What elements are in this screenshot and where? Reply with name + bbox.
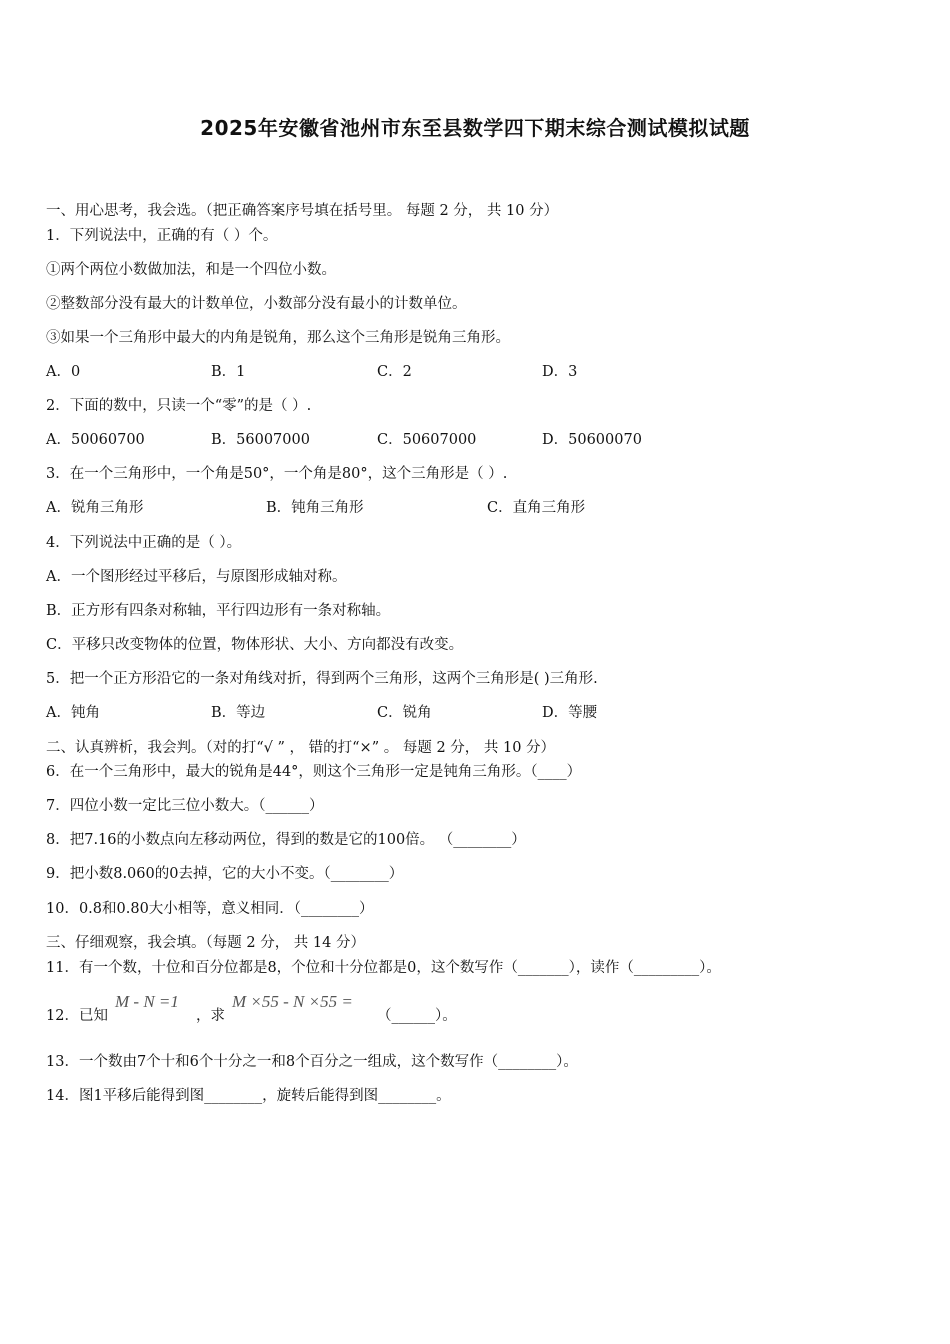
question-4-stem: 4．下列说法中正确的是（ ）。 bbox=[46, 535, 242, 551]
question-10: 10．0.8和0.80大小相等，意义相同．（________） bbox=[46, 901, 374, 917]
option-a: A．0 bbox=[46, 364, 81, 380]
option-a: A．50060700 bbox=[46, 432, 145, 448]
page-title: 2025年安徽省池州市东至县数学四下期末综合测试模拟试题 bbox=[200, 116, 750, 140]
section-3-header: 三、仔细观察，我会填。（每题 2 分， 共 14 分） bbox=[46, 935, 365, 951]
option-b: B．等边 bbox=[211, 705, 266, 721]
question-1-statement-2: ②整数部分没有最大的计数单位，小数部分没有最小的计数单位。 bbox=[46, 296, 467, 312]
question-2-options bbox=[0, 430, 950, 450]
question-4-option-a: A．一个图形经过平移后，与原图形成轴对称。 bbox=[46, 569, 347, 585]
question-12 bbox=[0, 992, 950, 1036]
option-a: A．锐角三角形 bbox=[46, 500, 144, 516]
question-4-option-b: B．正方形有四条对称轴，平行四边形有一条对称轴。 bbox=[46, 603, 391, 619]
option-d: D．等腰 bbox=[542, 705, 598, 721]
option-b: B．钝角三角形 bbox=[266, 500, 364, 516]
option-d: D．3 bbox=[542, 364, 578, 380]
option-c: C．直角三角形 bbox=[487, 500, 586, 516]
question-12-mid: ，求 bbox=[196, 1008, 225, 1024]
question-6: 6．在一个三角形中，最大的锐角是44°，则这个三角形一定是钝角三角形。（____） bbox=[46, 764, 582, 780]
question-5-options bbox=[0, 703, 950, 723]
question-4-option-c: C．平移只改变物体的位置，物体形状、大小、方向都没有改变。 bbox=[46, 637, 464, 653]
question-13: 13．一个数由7个十和6个十分之一和8个百分之一组成，这个数写作（________）。 bbox=[46, 1054, 578, 1070]
question-12-prefix: 12．已知 bbox=[46, 1008, 108, 1024]
option-c: C．锐角 bbox=[377, 705, 432, 721]
question-1-stem: 1．下列说法中，正确的有（ ）个。 bbox=[46, 228, 278, 244]
option-c: C．50607000 bbox=[377, 432, 477, 448]
question-14: 14．图1平移后能得到图________，旋转后能得到图________。 bbox=[46, 1088, 451, 1104]
section-1-header: 一、用心思考，我会选。（把正确答案序号填在括号里。 每题 2 分， 共 10 分） bbox=[46, 203, 559, 219]
question-9: 9．把小数8.060的0去掉，它的大小不变。（________） bbox=[46, 866, 404, 882]
question-1-options bbox=[0, 362, 950, 382]
question-7: 7．四位小数一定比三位小数大。（______） bbox=[46, 798, 324, 814]
question-5-stem: 5．把一个正方形沿它的一条对角线对折，得到两个三角形，这两个三角形是( )三角形. bbox=[46, 671, 598, 687]
question-1-statement-1: ①两个两位小数做加法，和是一个四位小数。 bbox=[46, 262, 336, 278]
formula-1: M - N =1 bbox=[115, 992, 179, 1011]
section-2-header: 二、认真辨析，我会判。（对的打“√ ” ， 错的打“×” 。 每题 2 分， 共 10 分） bbox=[46, 740, 556, 756]
question-3-options bbox=[0, 498, 950, 518]
question-11: 11．有一个数，十位和百分位都是8，个位和十分位都是0，这个数写作（_______），读作（_________）。 bbox=[46, 960, 721, 976]
option-a: A．钝角 bbox=[46, 705, 100, 721]
option-d: D．50600070 bbox=[542, 432, 642, 448]
option-b: B．56007000 bbox=[211, 432, 310, 448]
question-2-stem: 2．下面的数中，只读一个“零”的是（ ）. bbox=[46, 398, 312, 414]
question-1-statement-3: ③如果一个三角形中最大的内角是锐角，那么这个三角形是锐角三角形。 bbox=[46, 330, 510, 346]
option-c: C．2 bbox=[377, 364, 412, 380]
question-8: 8．把7.16的小数点向左移动两位，得到的数是它的100倍。 （________） bbox=[46, 832, 526, 848]
question-12-suffix: （______）。 bbox=[377, 1008, 457, 1024]
question-3-stem: 3．在一个三角形中，一个角是50°，一个角是80°，这个三角形是（ ）. bbox=[46, 466, 508, 482]
option-b: B．1 bbox=[211, 364, 246, 380]
formula-2: M ×55 - N ×55 = bbox=[232, 992, 353, 1011]
